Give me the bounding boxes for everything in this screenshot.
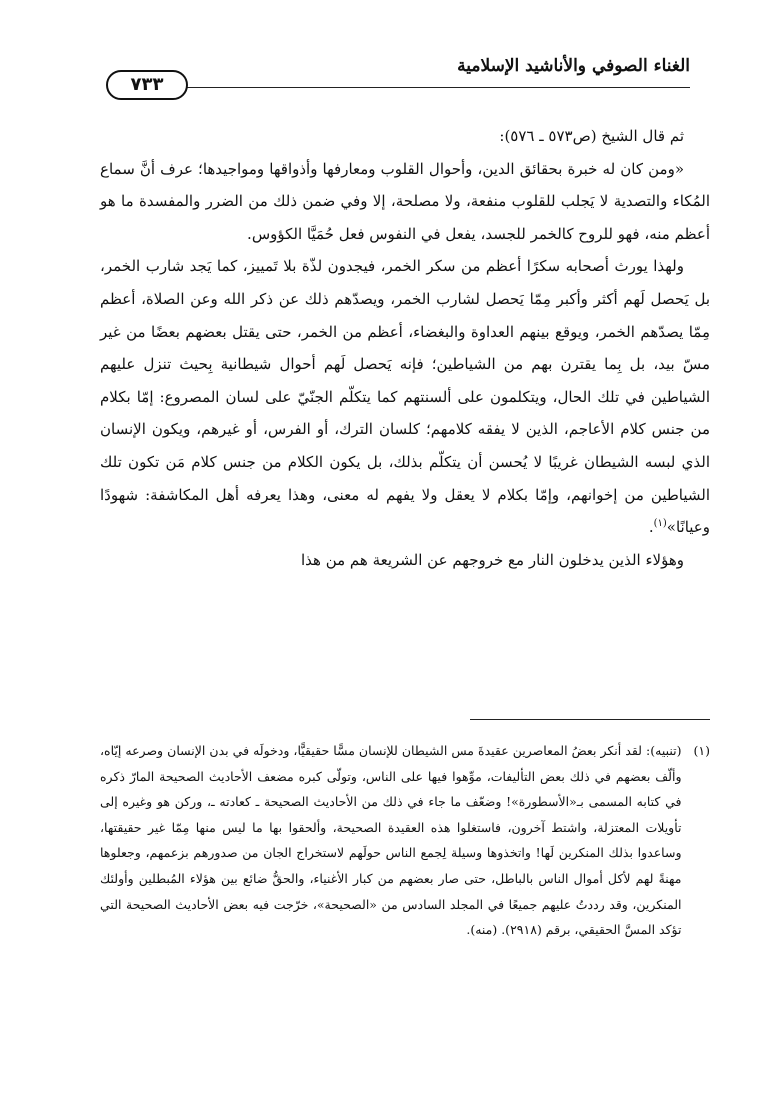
header-rule — [172, 87, 690, 88]
paragraph-2-end: . — [648, 518, 654, 537]
footnote-body — [100, 738, 682, 943]
paragraph-1: «ومن كان له خبرة بحقائق الدين، وأحوال القلوب ومعارفها وأذواقها ومواجيدها؛ عرف أنَّ سماع المُكاء والتصدية لا يَجلب للقلوب منفعة، ولا مصلحة، إلا وفي ضمن ذلك من الضرر والمفسدة ما هو أعظم منه، فهو للروح كالخمر للجسد، يفعل في النفوس فعل حُمَيَّا الكؤوس. — [100, 159, 710, 243]
paragraph-2 — [100, 250, 710, 543]
footnote-number: (١) — [693, 743, 710, 758]
footnote-block — [100, 738, 710, 943]
page-number-badge: ٧٣٣ — [106, 70, 188, 100]
footnote-text: لقد أنكر بعضُ المعاصرين عقيدةَ مس الشيطان للإنسان مسًّا حقيقيًّا، ودخولَه في بدن الإنسان وصرعه إيّاه، وألّف بعضهم في ذلك بعض التأليفات، موِّهوا فيها على الناس، وتولّى كبره مضعف الأحاديث الصحيحة المارّ ذكره في كتابه المسمى بـ«الأسطورة»! وضعّف ما جاء في ذلك من الأحاديث الصحيحة ـ كعادته ـ، وركن هو وغيره إلى تأويلات المعتزلة، واشتط آخرون، فاستغلوا هذه العقيدة الصحيحة، وألحقوا بها ما ليس منها مِمّا غير حقيقتها، وساعدوا بذلك المنكرين لَها! واتخذوها وسيلة لِجمع الناس حولَهم لاستخراج الجان من صدورهم بزعمهم، وجعلوها مهنةً لهم لأكل أموال الناس بالباطل، حتى صار بعضهم من كبار الأغنياء، والحقُّ ضائع بين هؤلاء المُبطلين وأولئك المنكرين، وقد رددتُ عليهم جميعًا في المجلد السادس من «الصحيحة»، خرّجت فيه بعض الأحاديث الصحيحة التي تؤكد المسَّ الحقيقي، برقم (٢٩١٨). (منه). — [100, 743, 682, 938]
paragraph-3: وهؤلاء الذين يدخلون النار مع خروجهم عن الشريعة هم من هذا — [300, 550, 684, 569]
footnote-separator — [470, 719, 710, 720]
footnote — [100, 738, 710, 943]
footnote-paragraph — [100, 738, 682, 943]
main-text — [100, 120, 710, 576]
page-header — [112, 56, 690, 95]
running-title: الغناء الصوفي والأناشيد الإسلامية — [457, 56, 690, 76]
paragraph-2-text: ولهذا يورث أصحابه سكرًا أعظم من سكر الخمر، فيجدون لذّة بلا تَمييز، كما يَجد شارب الخمر، بل يَحصل لَهم أكثر وأكبر مِمّا يَحصل لشارب الخمر، ويصدّهم ذلك عن ذكر الله وعن الصلاة، أعظم مِمّا يصدّهم الخمر، ويوقع بينهم العداوة والبغضاء، أعظم من الخمر، حتى يقتل بعضهم بعضًا من غير مسّ بيد، بل بِما يقترن بهم من الشياطين؛ فإنه يَحصل لَهم أحوال شيطانية بِحيث تنزل عليهم الشياطين في تلك الحال، ويتكلمون على ألسنتهم كما يتكلّم الجنّيّ على لسان المصروع: إمّا بكلام من جنس كلام الأعاجم، الذين لا يفقه كلامهم؛ كلسان الترك، أو الفرس، أو غيرهم، ويكون الإنسان الذي لبسه الشيطان غريبًا لا يُحسن أن يتكلّم بذلك، بل يكون الكلام من جنس كلام مَن تكون تلك الشياطين من إخوانهم، وإمّا بكلام لا يعقل ولا يفهم له معنى، وهذا يعرفه أهل المكاشفة: شهودًا وعيانًا» — [100, 257, 710, 537]
intro-line: ثم قال الشيخ (ص٥٧٣ ـ ٥٧٦): — [499, 127, 684, 145]
footnote-marker[interactable]: (١) — [653, 518, 667, 530]
footnote-label: (تنبيه): — [646, 743, 682, 758]
